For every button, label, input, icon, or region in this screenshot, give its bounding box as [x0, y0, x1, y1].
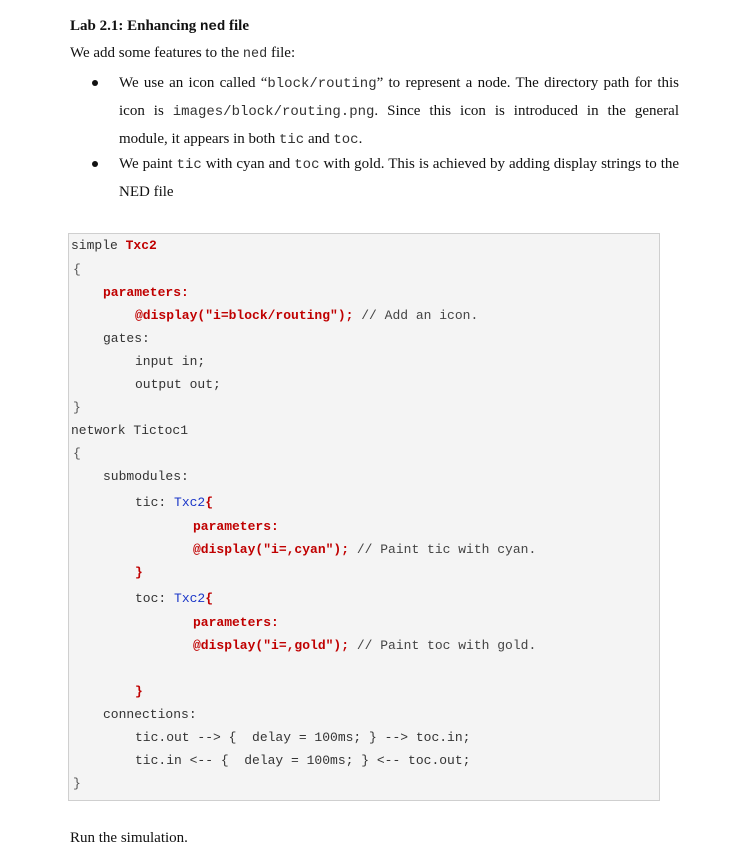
code-type: Txc2 [174, 591, 206, 606]
code-brace: } [135, 684, 143, 699]
code-simple-line [71, 238, 157, 253]
code-toc-line [135, 591, 213, 606]
code-display-toc-line [193, 638, 536, 653]
bullet1-text: and [304, 131, 334, 147]
code-tic-label: tic: [135, 495, 175, 510]
code-comment: // Paint tic with cyan. [349, 542, 537, 557]
section-heading [70, 18, 249, 35]
bullet2-text: with cyan and [201, 156, 295, 172]
bullet2-text: with gold. This is achieved by adding display strings to the NED file [119, 156, 680, 200]
code-display: @display("i=,gold"); [193, 638, 350, 653]
code-tic-line [135, 495, 213, 510]
code-parameters: parameters: [193, 519, 279, 534]
code-display: @display("i=block/routing"); [135, 308, 354, 323]
code-comment: // Add an icon. [353, 308, 479, 323]
code-display-tic-line [193, 542, 536, 557]
bullet-item-icon [119, 70, 679, 154]
code-input: input in; [135, 354, 206, 369]
code-submodules: submodules: [103, 469, 189, 484]
bullet2-code: tic [176, 157, 202, 173]
code-connection-line: tic.in <-- { delay = 100ms; } <-- toc.out; [135, 753, 471, 768]
footer-text: Run the simulation. [70, 830, 188, 846]
code-parameters: parameters: [193, 615, 279, 630]
code-brace: { [205, 591, 214, 606]
bullet-item-colors [119, 151, 679, 206]
bullet1-code: tic [278, 132, 305, 148]
code-connections: connections: [103, 707, 197, 722]
code-brace: } [135, 565, 143, 580]
bullet-dot-icon [92, 161, 98, 167]
bullet1-text: We use an icon called “ [119, 75, 268, 91]
code-display-line [135, 308, 478, 323]
bullet1-text: ” to represent a node. The directory path for this icon is [119, 75, 679, 119]
code-brace: { [205, 495, 214, 510]
bullet2-code: toc [294, 157, 320, 173]
code-module-name: Txc2 [125, 238, 157, 253]
heading-ned-word: ned [200, 19, 226, 35]
code-brace: { [73, 446, 81, 461]
code-parameters: parameters: [103, 285, 189, 300]
code-keyword: simple [71, 238, 126, 253]
code-block [68, 233, 660, 801]
code-connection-line: tic.out --> { delay = 100ms; } --> toc.in; [135, 730, 471, 745]
heading-text: Lab 2.1: Enhancing [70, 18, 201, 34]
bullet1-text: . Since this icon is introduced in the general module, it appears in both [119, 103, 679, 147]
code-output: output out; [135, 377, 221, 392]
bullet2-text: We paint [119, 156, 177, 172]
bullet1-text: . [358, 131, 363, 147]
code-gates: gates: [103, 331, 150, 346]
code-toc-label: toc: [135, 591, 175, 606]
code-comment: // Paint toc with gold. [349, 638, 537, 653]
intro-ned-word: ned [242, 47, 268, 62]
bullet-dot-icon [92, 80, 98, 86]
intro-text-end: file: [267, 45, 296, 61]
bullet1-code: images/block/routing.png [172, 104, 375, 120]
code-brace: } [73, 776, 81, 791]
bullet1-code: toc [333, 132, 359, 148]
intro-text: We add some features to the [70, 45, 243, 61]
code-brace: { [73, 262, 81, 277]
heading-text-end: file [225, 18, 250, 34]
code-display: @display("i=,cyan"); [193, 542, 350, 557]
code-brace: } [73, 400, 81, 415]
intro-paragraph [70, 45, 295, 62]
code-network: network Tictoc1 [71, 423, 189, 438]
code-type: Txc2 [174, 495, 206, 510]
bullet1-code: block/routing [267, 76, 377, 92]
